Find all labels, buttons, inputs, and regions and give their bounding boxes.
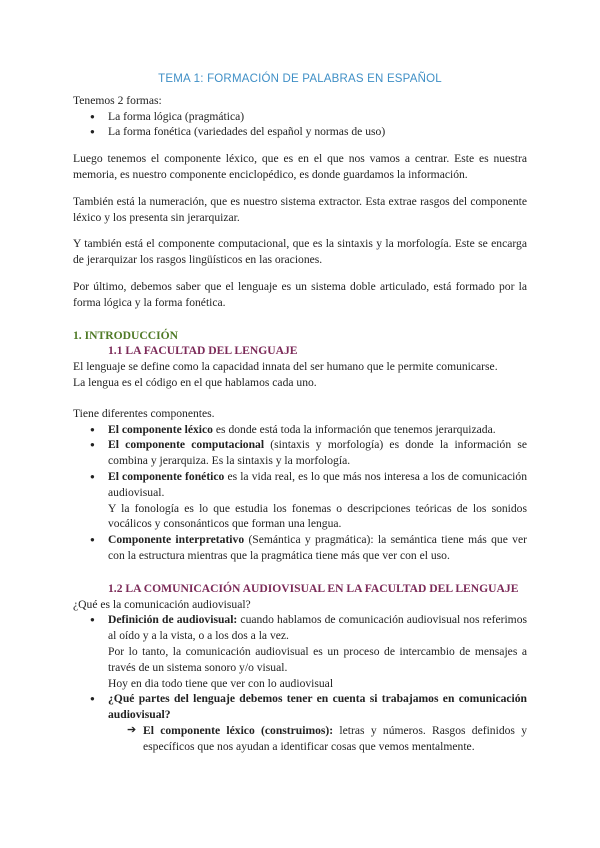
subsection-heading: 1.2 LA COMUNICACIÓN AUDIOVISUAL EN LA FACULTAD DEL LENGUAJE [108, 581, 519, 595]
term: El componente léxico (construimos): [143, 723, 334, 737]
paragraph: Y también está el componente computacional, que es la sintaxis y la morfología. Este se encarga de jerarquizar los rasgos lingüísticos en las oraciones. [73, 237, 527, 267]
audiovisual-list [73, 612, 527, 754]
definition: (sintaxis y morfología) es donde la información se combina y jerarquiza. Es la sintaxis y la morfología. [108, 438, 527, 468]
definition: es la vida real, es lo que más nos interesa a los de comunicación audiovisual. [108, 469, 527, 499]
term: El componente léxico [108, 422, 213, 436]
section-heading: 1. INTRODUCCIÓN [73, 328, 178, 342]
continuation: Hoy en dia todo tiene que ver con lo audiovisual [108, 676, 334, 690]
components-list [73, 422, 527, 564]
list-item [73, 422, 527, 438]
list-item [73, 469, 527, 532]
definition: letras y números. Rasgos definidos y específicos que nos ayudan a identificar cosas que vemos mentalmente. [143, 723, 528, 753]
definition: es donde está toda la información que tenemos jerarquizada. [212, 422, 496, 436]
paragraph: Por último, debemos saber que el lenguaje es un sistema doble articulado, está formado por la forma lógica y la forma fonética. [73, 279, 527, 309]
definition: cuando hablamos de comunicación audiovisual nos referimos al oído y a la vista, o a los dos a la vez. [108, 613, 528, 643]
continuation: Y la fonología es lo que estudia los fonemas o descripciones teóricas de los sonidos vocálicos y consonánticos que forman una lengua. [108, 501, 527, 531]
term: Definición de audiovisual: [108, 613, 238, 627]
paragraph: Luego tenemos el componente léxico, que es en el que nos vamos a centrar. Este es nuestra memoria, es nuestro componente enciclopédico, es donde guardamos la información. [73, 152, 527, 181]
list-item [73, 437, 527, 469]
list-item [73, 691, 527, 723]
list-item [73, 612, 527, 691]
term: El componente fonético [108, 469, 225, 483]
paragraph: El lenguaje se define como la capacidad innata del ser humano que le permite comunicarse. [73, 360, 498, 374]
paragraph: También está la numeración, que es nuestro sistema extractor. Esta extrae rasgos del componente léxico y los presenta sin jerarquizar. [73, 194, 527, 224]
paragraph: Tiene diferentes componentes. [73, 406, 215, 420]
continuation: Por lo tanto, la comunicación audiovisual es un proceso de intercambio de mensajes a través de un sistema sonoro y/o visual. [108, 644, 527, 674]
definition: (Semántica y pragmática): la semántica tiene más que ver con la estructura mientras que la pragmática tiene más que ver con el uso. [108, 533, 527, 562]
sub-list-item [73, 723, 527, 755]
page-title: TEMA 1: FORMACIÓN DE PALABRAS EN ESPAÑOL [158, 73, 442, 85]
question: ¿Qué partes del lenguaje debemos tener en cuenta si trabajamos en comunicación audiovisual? [108, 692, 527, 722]
list-item: ● La forma lógica (pragmática) [73, 109, 527, 125]
subsection-heading: 1.1 LA FACULTAD DEL LENGUAJE [108, 344, 298, 358]
document-page [73, 72, 527, 754]
term: Componente interpretativo [108, 533, 245, 547]
forms-list [73, 109, 527, 141]
intro-lead: Tenemos 2 formas: [73, 93, 162, 107]
list-item [73, 532, 527, 564]
term: El componente computacional [108, 438, 265, 452]
paragraph: La lengua es el código en el que hablamos cada uno. [73, 375, 317, 389]
list-item: ● La forma fonética (variedades del español y normas de uso) [73, 124, 527, 140]
paragraph: ¿Qué es la comunicación audiovisual? [73, 597, 251, 611]
